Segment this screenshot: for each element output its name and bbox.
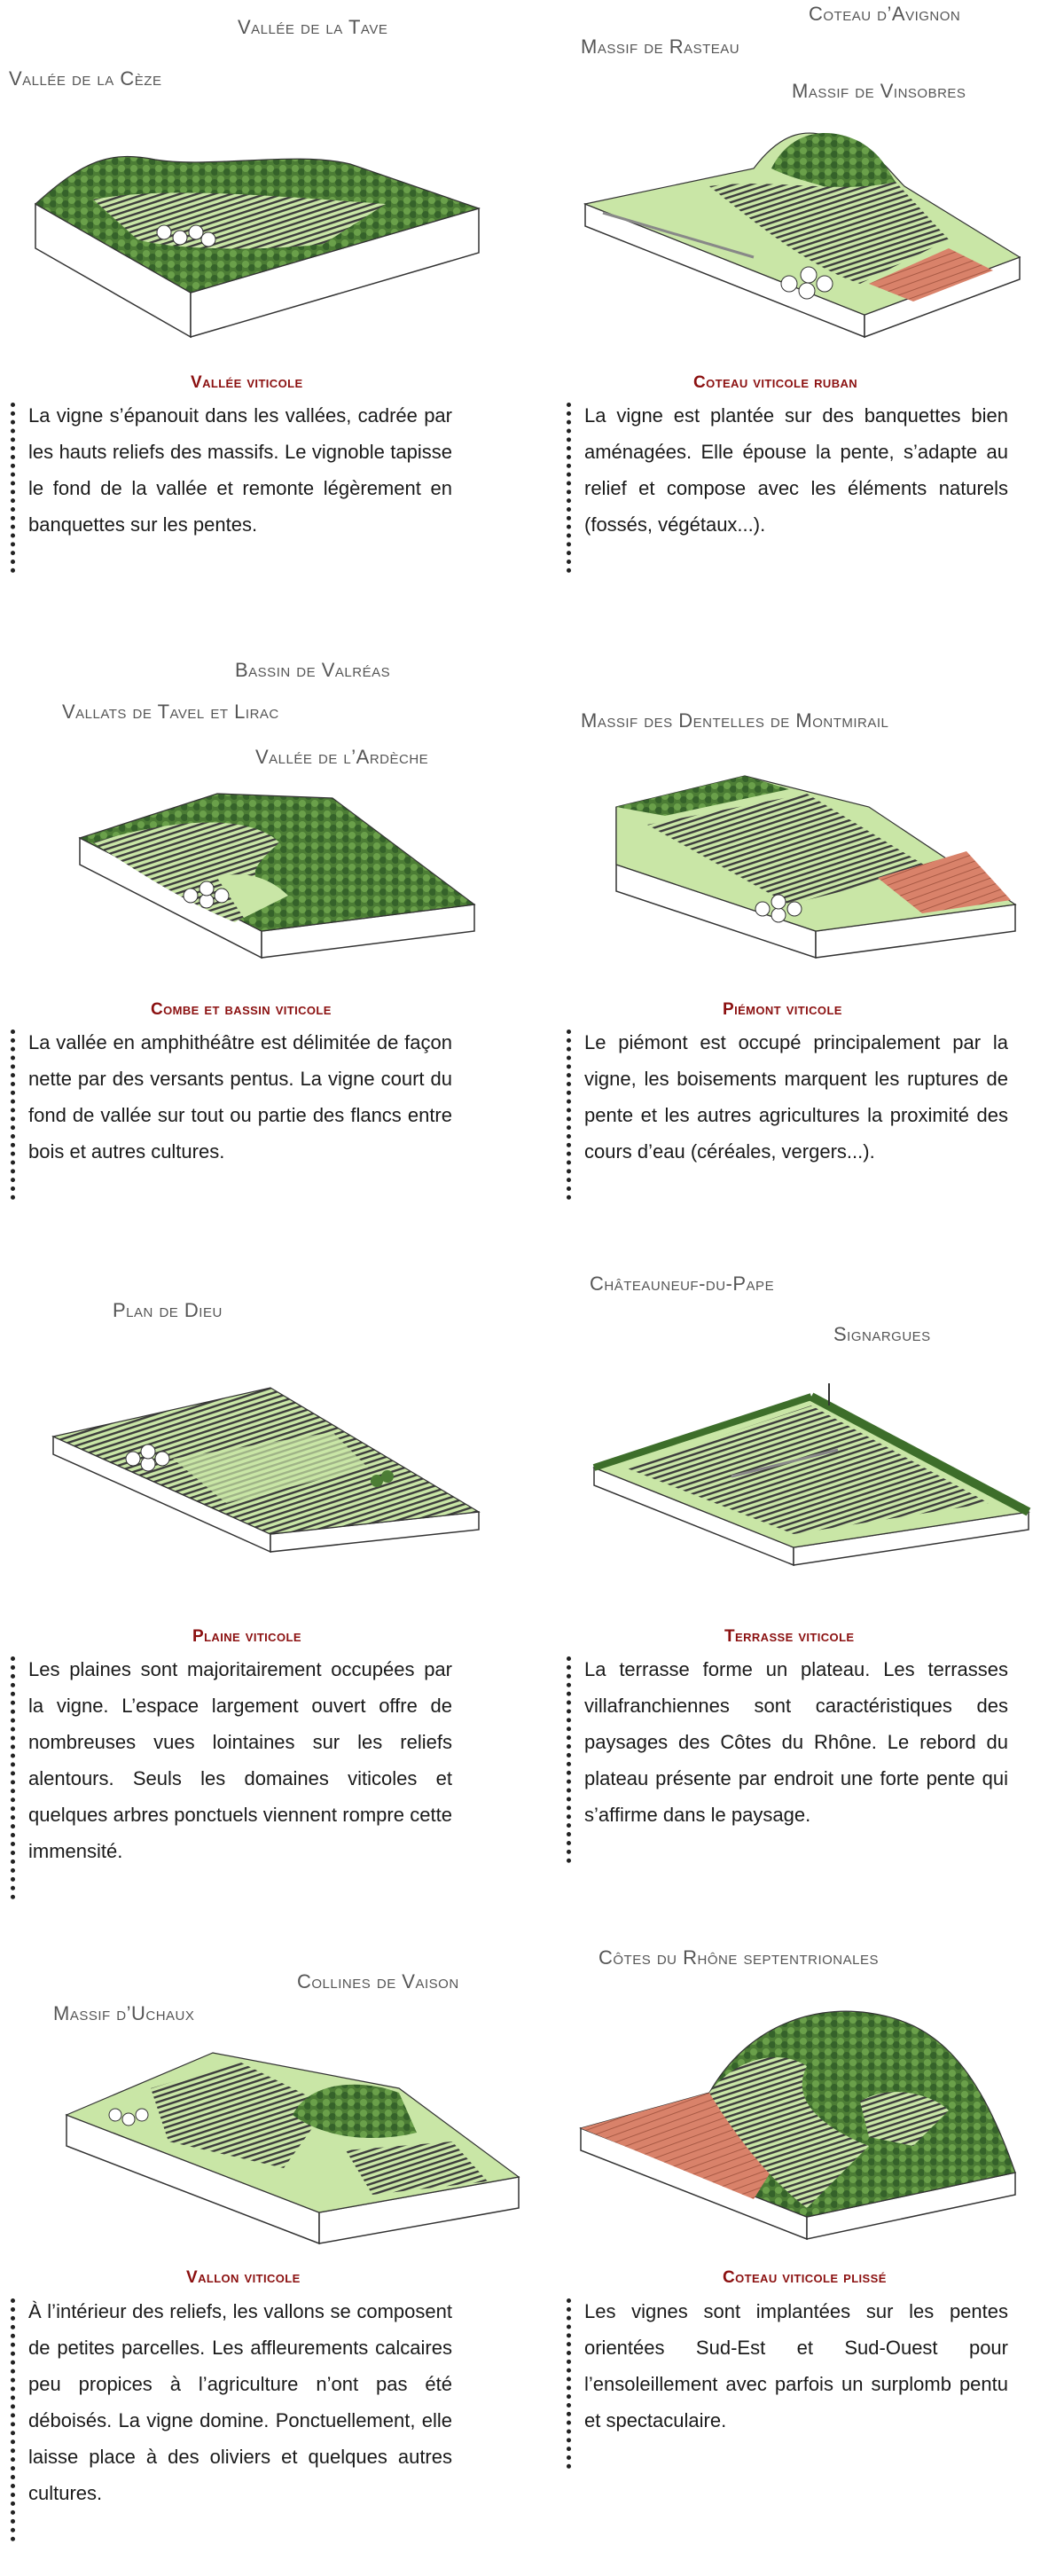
diagram-coteau-viticole-ruban — [576, 115, 1029, 355]
category-description: La terrasse forme un plateau. Les terrasses villafranchiennes sont caractéristiques des paysages des Côtes du Rhône. Le rebord du plateau présente par endroit une forte pente qui s’affirme dans le paysage. — [565, 1651, 1008, 1833]
category-description: La vigne est plantée sur des banquettes bien aménagées. Elle épouse la pente, s’adapte au relief et compose avec les éléments naturels (fossés, végétaux...). — [565, 397, 1008, 543]
category-title: Plaine viticole — [192, 1627, 301, 1646]
diagram-vallon-viticole — [62, 2035, 523, 2257]
category-description: À l’intérieur des reliefs, les vallons se composent de petites parcelles. Les affleurements calcaires peu propices à l’agriculture n’ont pas été déboisés. La vigne domine. Ponctuellement, elle laisse place à des oliviers et quelques autres cultures. — [9, 2293, 452, 2511]
category-description: La vallée en amphithéâtre est délimitée de façon nette par des versants pentus. La vigne court du fond de vallée sur tout ou partie des flancs entre bois et autres cultures. — [9, 1024, 452, 1170]
place-label: Vallée de la Tave — [238, 16, 388, 38]
diagram-combe-bassin-viticole — [75, 789, 483, 993]
place-label: Coteau d’Avignon — [809, 3, 961, 25]
category-title: Terrasse viticole — [724, 1627, 855, 1646]
category-title: Vallon viticole — [186, 2268, 301, 2287]
category-title: Vallée viticole — [191, 373, 303, 392]
category-title: Combe et bassin viticole — [151, 1000, 332, 1019]
place-label: Massif de Rasteau — [581, 35, 740, 58]
place-label: Massif de Vinsobres — [792, 80, 966, 102]
diagram-plaine-viticole — [49, 1379, 483, 1565]
category-description: La vigne s’épanouit dans les vallées, cadrée par les hauts reliefs des massifs. Le vignoble tapisse le fond de la vallée et remonte légèrement en banquettes sur les pentes. — [9, 397, 452, 543]
place-label: Massif d’Uchaux — [53, 2002, 195, 2024]
diagram-piemont-viticole — [612, 771, 1020, 984]
category-title: Coteau viticole ruban — [693, 373, 858, 392]
category-title: Coteau viticole plissé — [723, 2268, 887, 2287]
diagram-coteau-viticole-plisse — [576, 1995, 1020, 2252]
place-label: Bassin de Valréas — [235, 659, 391, 681]
place-label: Plan de Dieu — [113, 1299, 223, 1321]
category-description: Les plaines sont majoritairement occupées par la vigne. L’espace largement ouvert offre de nombreuses vues lointaines sur les reliefs alentours. Seuls les domaines viticoles et quelques arbres ponctuels viennent rompre cette immensité. — [9, 1651, 452, 1869]
place-label: Vallats de Tavel et Lirac — [62, 701, 279, 723]
category-description: Le piémont est occupé principalement par la vigne, les boisements marquent les ruptures de pente et les autres agricultures la proximité des cours d’eau (céréales, vergers...). — [565, 1024, 1008, 1170]
diagram-terrasse-viticole — [590, 1379, 1033, 1570]
place-label: Massif des Dentelles de Montmirail — [581, 709, 889, 732]
category-description: Les vignes sont implantées sur les pentes orientées Sud-Est et Sud-Ouest pour l’ensoleillement avec parfois un surplomb pentu et spectaculaire. — [565, 2293, 1008, 2439]
place-label: Collines de Vaison — [297, 1970, 459, 1993]
category-title: Piémont viticole — [723, 1000, 842, 1019]
diagram-vallee-viticole — [31, 133, 483, 355]
place-label: Signargues — [833, 1323, 931, 1345]
place-label: Vallée de l’Ardèche — [255, 746, 429, 768]
place-label: Côtes du Rhône septentrionales — [598, 1946, 879, 1969]
place-label: Châteauneuf-du-Pape — [590, 1272, 775, 1295]
place-label: Vallée de la Cèze — [9, 67, 162, 90]
